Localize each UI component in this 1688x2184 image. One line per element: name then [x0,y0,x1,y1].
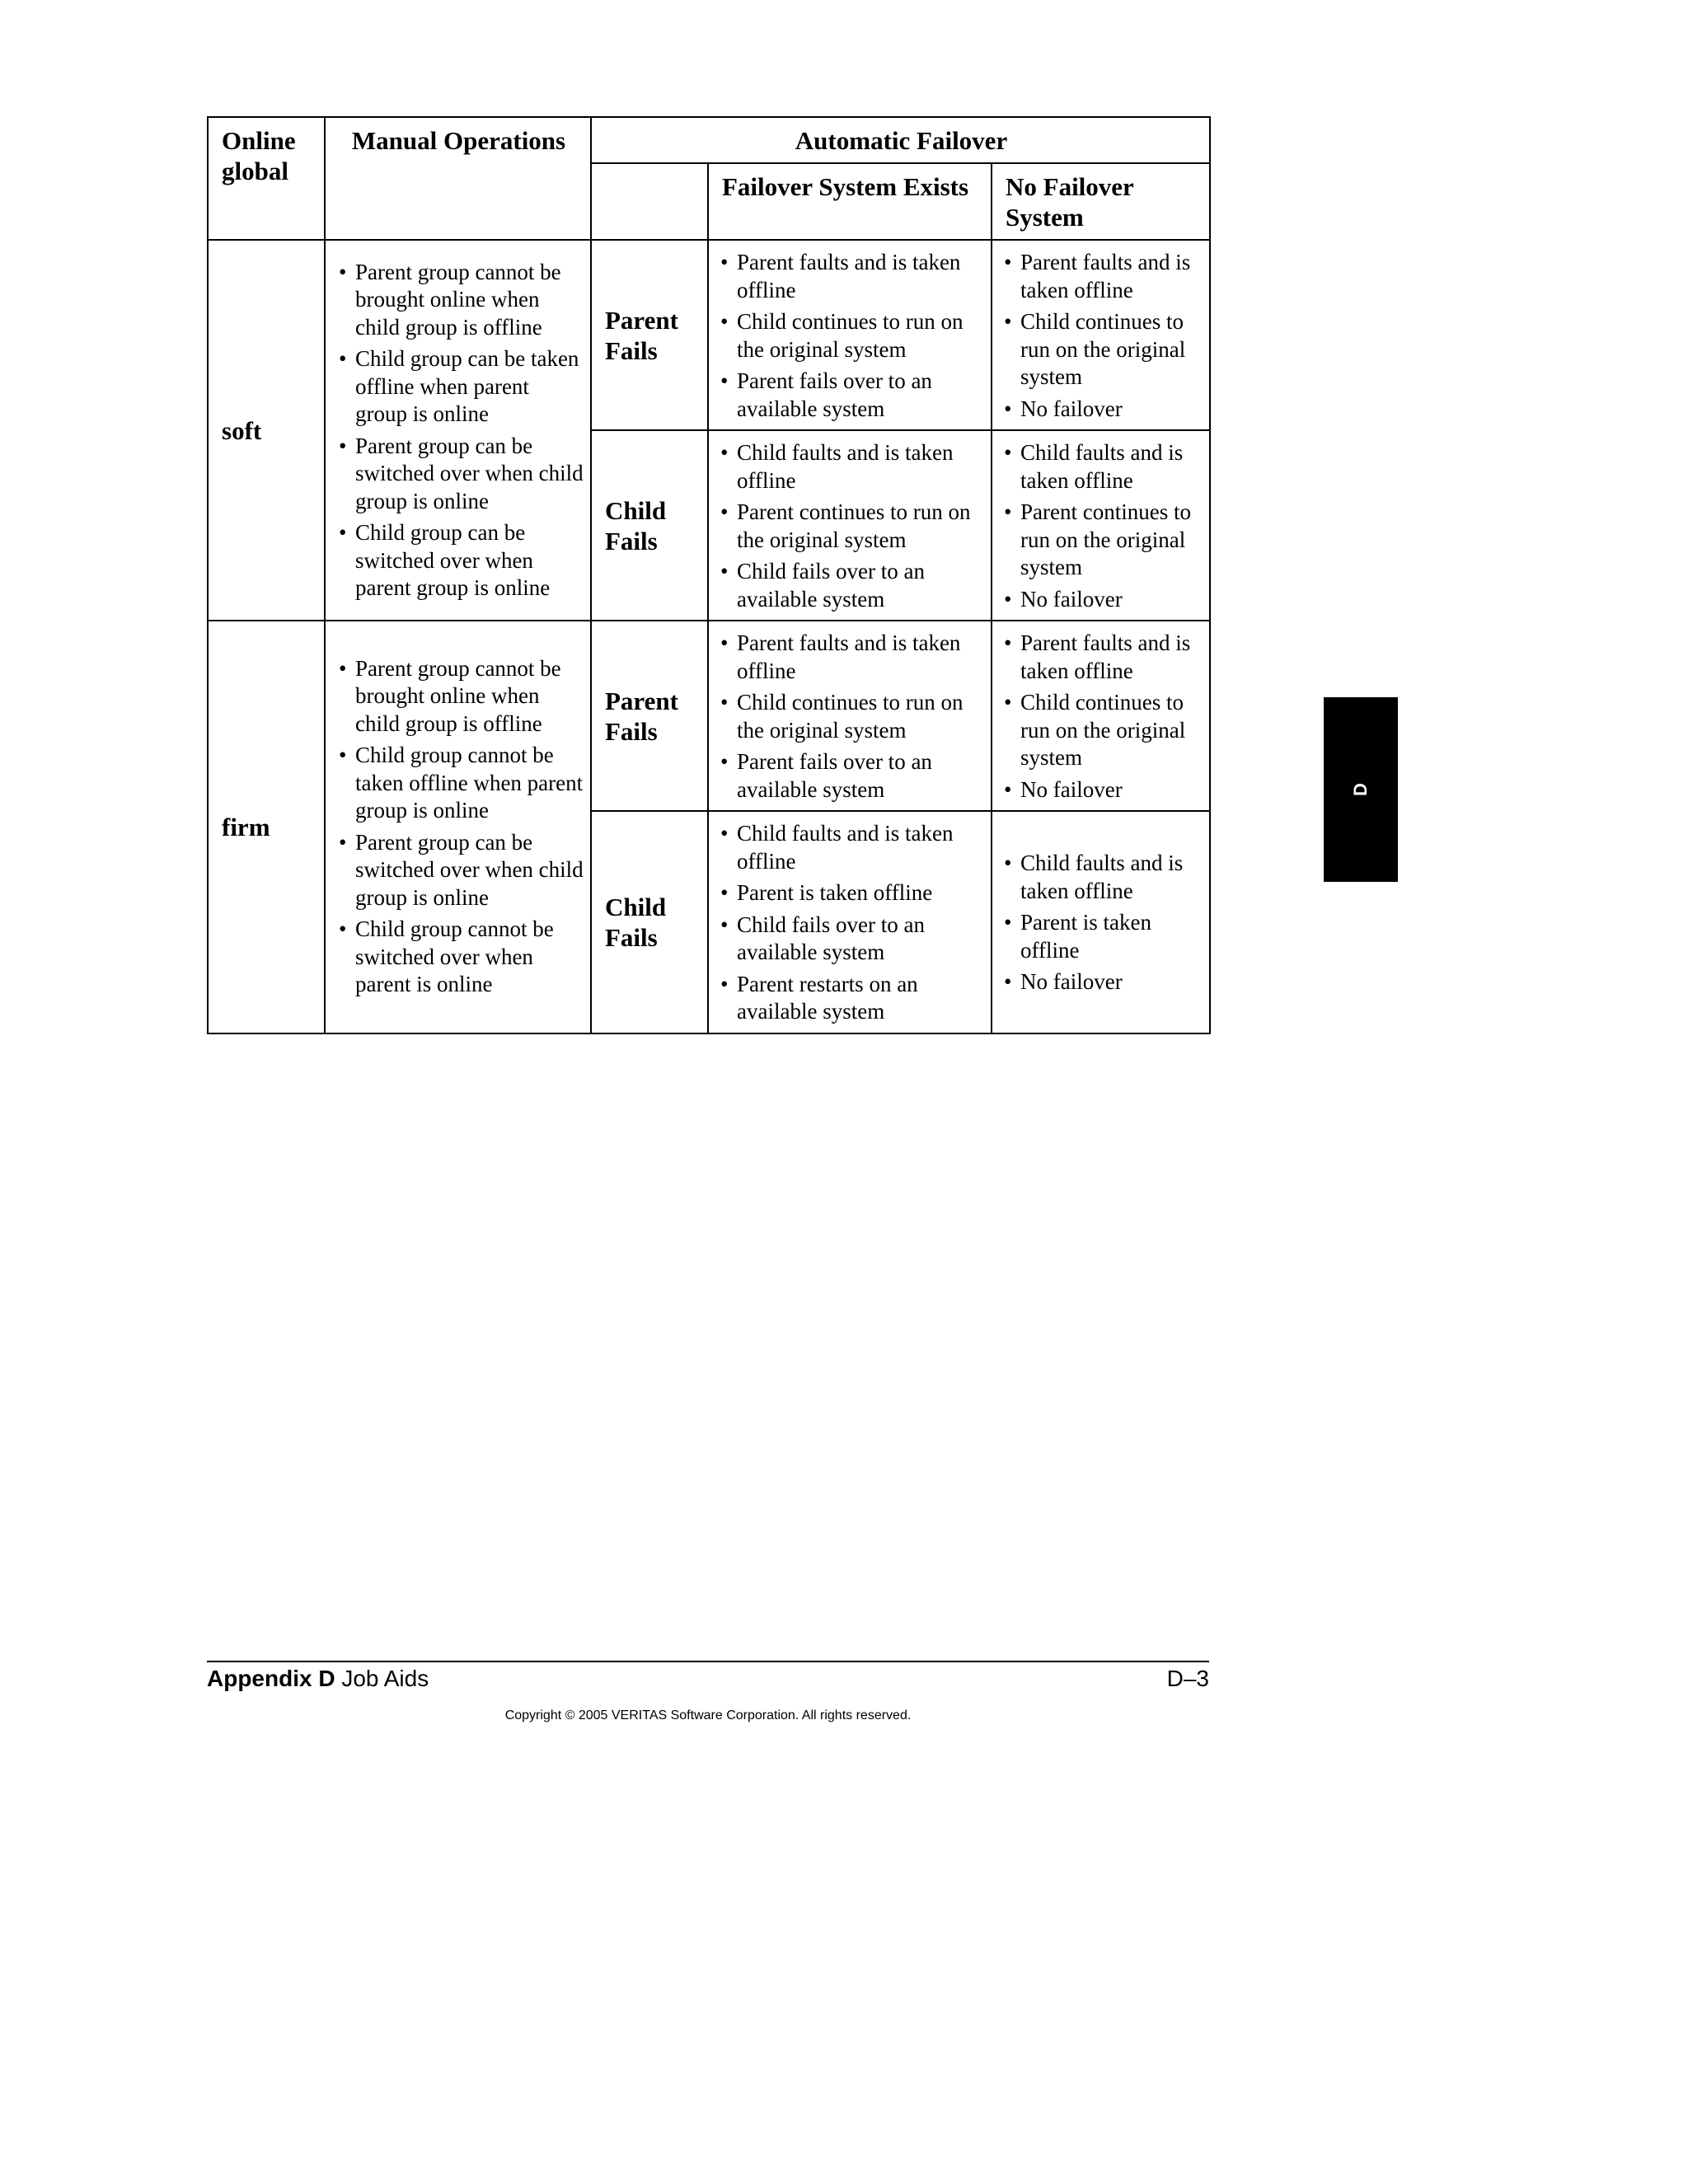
firm-parent-fails-exists [708,621,992,811]
soft-child-fails-label: Child Fails [591,430,708,621]
firm-parent-fails-label: Parent Fails [591,621,708,811]
list-item: • Parent group can be switched over when child group is online [339,829,584,912]
list-item: • Child faults and is taken offline [720,820,986,875]
list-item: • Child continues to run on the original system [1004,689,1204,772]
list-item: • Child continues to run on the original system [1004,308,1204,391]
list-item: • Child faults and is taken offline [1004,439,1204,494]
row-label-soft: soft [208,240,325,621]
list-item: • Child group can be taken offline when parent group is online [339,345,584,429]
header-blank-cell [591,163,708,240]
list-item: • Parent faults and is taken offline [1004,630,1204,685]
firm-child-fails-exists [708,811,992,1033]
soft-parent-fails-none [992,240,1210,430]
soft-manual-operations [325,240,591,621]
list-item: • Parent group can be switched over when child group is online [339,433,584,516]
list-item: • Child group can be switched over when parent group is online [339,519,584,602]
list-item: • No failover [1004,586,1204,614]
table-row [208,621,1210,811]
row-label-firm: firm [208,621,325,1033]
header-row-1 [208,117,1210,163]
header-automatic-failover: Automatic Failover [591,117,1210,163]
list-item: • Parent faults and is taken offline [1004,249,1204,304]
footer-divider [207,1661,1209,1662]
header-no-failover-system: No Failover System [992,163,1210,240]
footer-copyright: Copyright © 2005 VERITAS Software Corporation. All rights reserved. [504,1708,912,1722]
list-item: • Child group cannot be switched over when parent is online [339,916,584,999]
list-item: • Parent continues to run on the original system [720,499,986,554]
firm-child-fails-label: Child Fails [591,811,708,1033]
appendix-tab-letter: D [1349,783,1371,796]
soft-parent-fails-label: Parent Fails [591,240,708,430]
header-manual-operations: Manual Operations [325,117,591,240]
list-item: • No failover [1004,396,1204,424]
list-item: • Parent restarts on an available system [720,971,986,1026]
list-item: • Child faults and is taken offline [1004,850,1204,905]
list-item: • Parent group cannot be brought online when child group is offline [339,655,584,738]
firm-parent-fails-none [992,621,1210,811]
footer-appendix-label: Appendix D [207,1666,335,1691]
list-item: • Child group cannot be taken offline when parent group is online [339,742,584,825]
footer-section-title [207,1665,429,1693]
list-item: • Child continues to run on the original system [720,308,986,363]
footer-page-number: D–3 [1166,1666,1209,1691]
firm-child-fails-none [992,811,1210,1033]
list-item: • Child faults and is taken offline [720,439,986,494]
list-item: • Child continues to run on the original system [720,689,986,744]
appendix-tab-marker [1324,697,1398,882]
soft-child-fails-exists [708,430,992,621]
list-item: • Parent fails over to an available system [720,748,986,804]
list-item: • Parent fails over to an available system [720,368,986,423]
list-item: • Parent group cannot be brought online when child group is offline [339,259,584,342]
footer-job-aids-label: Job Aids [341,1666,429,1691]
list-item: • No failover [1004,776,1204,804]
job-aid-table [207,116,1211,1034]
header-failover-system-exists: Failover System Exists [708,163,992,240]
list-item: • Child fails over to an available system [720,912,986,967]
list-item: • Child fails over to an available system [720,558,986,613]
list-item: • No failover [1004,968,1204,996]
firm-manual-operations [325,621,591,1033]
header-online-global: Online global [208,117,325,240]
soft-parent-fails-exists [708,240,992,430]
list-item: • Parent faults and is taken offline [720,630,986,685]
list-item: • Parent faults and is taken offline [720,249,986,304]
table-row [208,240,1210,430]
list-item: • Parent is taken offline [720,879,986,907]
list-item: • Parent is taken offline [1004,909,1204,964]
list-item: • Parent continues to run on the original system [1004,499,1204,582]
soft-child-fails-none [992,430,1210,621]
